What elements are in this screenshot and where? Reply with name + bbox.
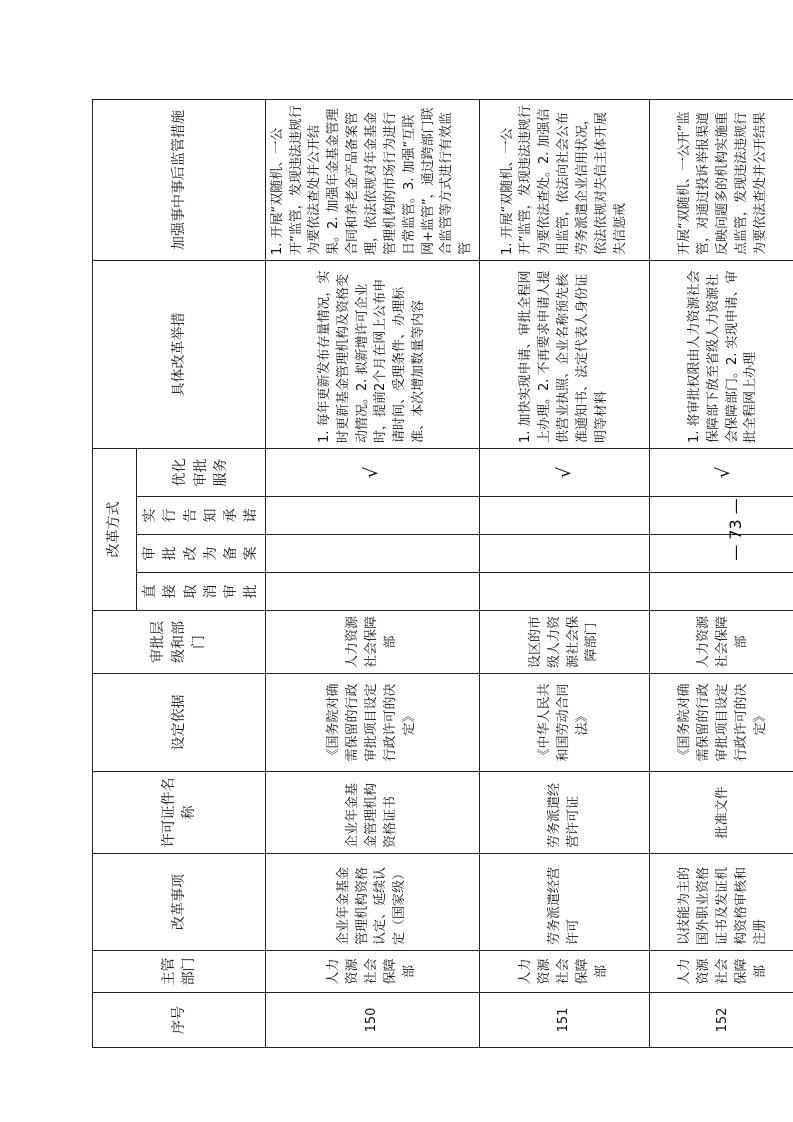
header-mode-cancel: 直接取消审批 [137, 573, 266, 611]
cell-seq: 151 [480, 993, 650, 1048]
cell-license: 批准文件 [650, 772, 793, 854]
table-row [480, 100, 650, 1048]
cell-notify [265, 497, 479, 535]
check-mark: √ [265, 449, 479, 497]
cell-license: 企业年金基金管理机构资格证书 [265, 772, 479, 854]
table-row [265, 100, 479, 1048]
cell-seq: 152 [650, 993, 793, 1048]
header-mode-optimize: 优化审批服务 [137, 449, 266, 497]
table-row [650, 100, 793, 1048]
cell-level: 人力资源社会保障部 [265, 611, 479, 674]
cell-measures: 1. 每年更新发布存量情况，实时更新基金管理机构及资格变动情况。2. 拟新增许可企业时，提前2个月在网上公布申请时间、受理条件、办理标准、本次增加数量等内容 [265, 261, 479, 449]
header-mode-notify: 实行告知承诺 [137, 497, 266, 535]
cell-level: 人力资源社会保障部 [650, 611, 793, 674]
cell-cancel [480, 573, 650, 611]
cell-supervision: 1. 开展“双随机、一公开”监管，发现违法违规行为要依法查处。2. 加强信用监管，依法向社会公布劳务派遣企业信用状况，依法依规对失信主体开展失信惩戒 [480, 100, 650, 261]
cell-filing [265, 535, 479, 573]
cell-supervision: 1. 开展“双随机、一公开”监管，发现违法违规行为要依法查处并公开结果。2. 加强年金基金管理合同和养老金产品备案管理，依法依规对年金基金管理机构的市场行为进行日常监管。3. 加强“互联网+监管”，通过跨部门联合监管等方式进行有效监管 [265, 100, 479, 261]
cell-cancel [265, 573, 479, 611]
cell-supervision: 开展“双随机、一公开”监管，对通过投诉举报渠道反映问题多的机构实施重点监管，发现违法违规行为要依法查处并公开结果 [650, 100, 793, 261]
cell-basis: 《中华人民共和国劳动合同法》 [480, 674, 650, 772]
header-seq: 序号 [93, 993, 266, 1048]
cell-basis: 《国务院对确需保留的行政审批项目设定行政许可的决定》 [265, 674, 479, 772]
header-dept: 主管部门 [93, 951, 266, 993]
page-number-text: — 73 — [725, 498, 745, 561]
header-basis: 设定依据 [93, 674, 266, 772]
header-measures: 具体改革举措 [93, 261, 266, 449]
cell-seq: 150 [265, 993, 479, 1048]
header-item: 改革事项 [93, 854, 266, 951]
cell-license: 劳务派遣经营许可证 [480, 772, 650, 854]
check-mark: √ [480, 449, 650, 497]
cell-filing [480, 535, 650, 573]
header-level: 审批层级和部门 [93, 611, 266, 674]
cell-dept: 人力资源社会保障部 [650, 951, 793, 993]
cell-basis: 《国务院对确需保留的行政审批项目设定行政许可的决定》 [650, 674, 793, 772]
cell-measures: 1. 将审批权限由人力资源社会保障部下放至省级人力资源社会保障部门。2. 实现申请、审批全程网上办理 [650, 261, 793, 449]
cell-measures: 1. 加快实现申请、审批全程网上办理。2. 不再要求申请人提供营业执照、企业名称预先核准通知书、法定代表人身份证明等材料 [480, 261, 650, 449]
cell-level: 设区的市级人力资源社会保障部门 [480, 611, 650, 674]
cell-item: 企业年金基金管理机构资格认定、延续认定（国家级） [265, 854, 479, 951]
header-mode-filing: 审批改为备案 [137, 535, 266, 573]
cell-filing [650, 535, 793, 573]
header-license: 许可证件名称 [93, 772, 266, 854]
cell-dept: 人力资源社会保障部 [480, 951, 650, 993]
header-reform-mode: 改革方式 [93, 449, 137, 611]
check-mark: √ [650, 449, 793, 497]
cell-cancel [650, 573, 793, 611]
cell-dept: 人力资源社会保障部 [265, 951, 479, 993]
cell-item: 劳务派遣经营许可 [480, 854, 650, 951]
cell-item: 以技能为主的国外职业资格证书及发证机构资格审核和注册 [650, 854, 793, 951]
header-supervision: 加强事中事后监管措施 [93, 100, 266, 261]
cell-notify [480, 497, 650, 535]
reform-table [92, 99, 793, 1048]
cell-notify [650, 497, 793, 535]
page-number [726, 498, 745, 561]
